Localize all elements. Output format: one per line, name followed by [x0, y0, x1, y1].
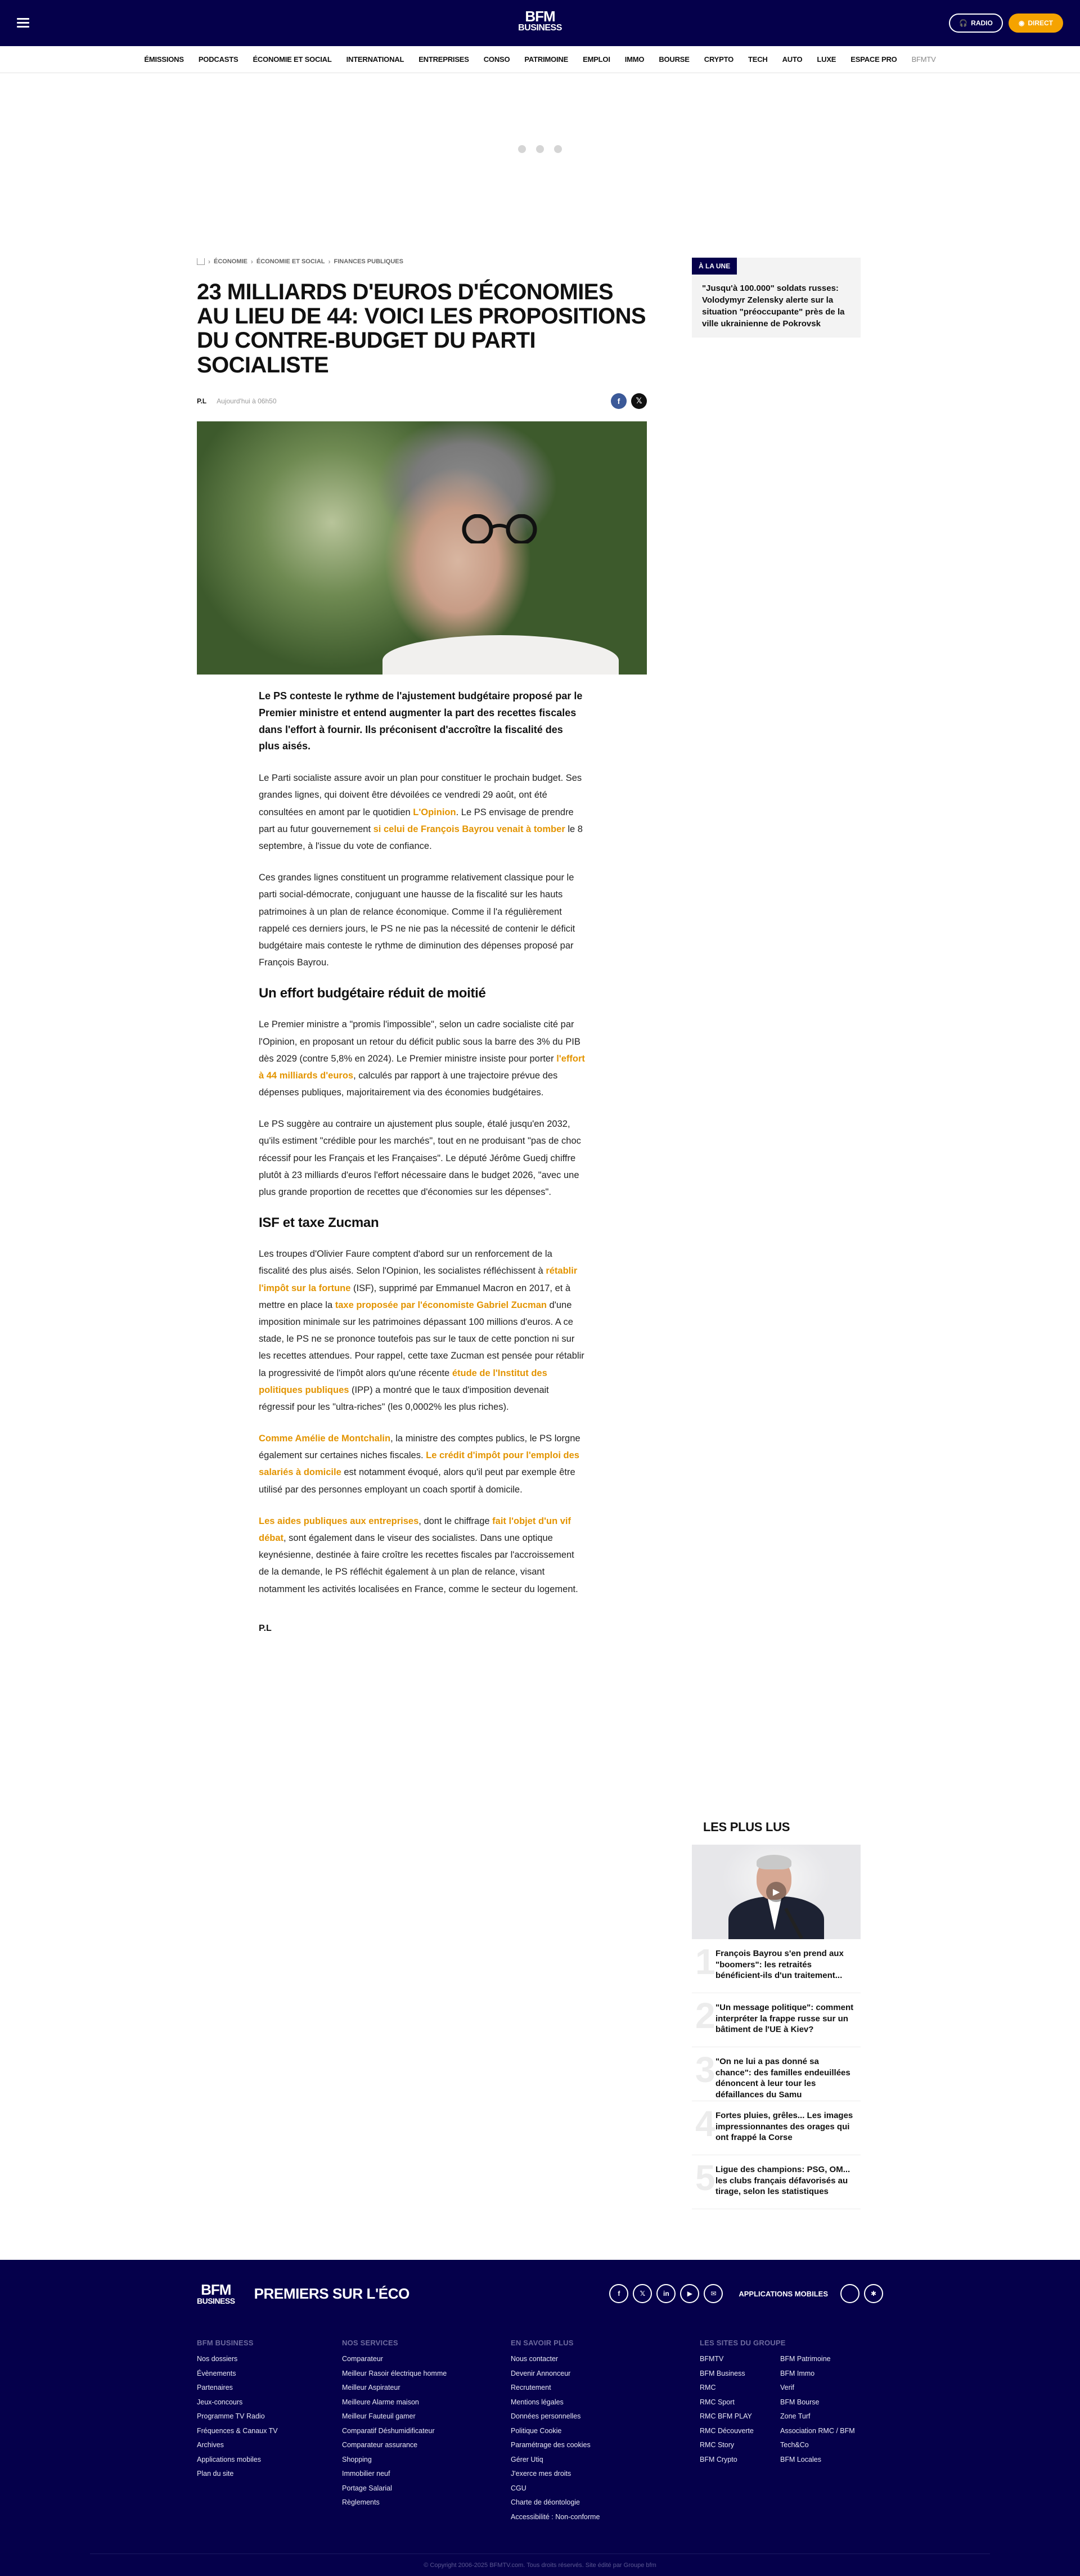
most-read-item[interactable] [692, 1939, 861, 1993]
footer-column-title: EN SAVOIR PLUS [511, 2339, 574, 2347]
section-heading: Un effort budgétaire réduit de moitié [259, 986, 486, 1001]
nav-item-bfmtv[interactable]: BFMTV [911, 55, 936, 64]
paragraph: Le Parti socialiste assure avoir un plan pour constituer le prochain budget. Ses grandes lignes, qui doivent être dévoilées ce vendredi 29 août, ont été consultées en amont par le quotidien L'Opinion. Le PS envisage de prendre part au futur gouvernement si celui de François Bayrou venait à tomber le 8 septembre, à l'issue du vote de confiance. [259, 773, 583, 851]
footer-link[interactable]: Association RMC / BFM [780, 2426, 855, 2435]
publish-date: Aujourd'hui à 06h50 [217, 397, 277, 405]
nav-item-patrimoine[interactable]: PATRIMOINE [524, 55, 569, 64]
a-la-une-title: "Jusqu'à 100.000" soldats russes: Volodymyr Zelensky alerte sur la situation "préoccupante" près de la ville ukrainienne de Pokrovsk [702, 284, 845, 329]
rank-number: 3 [695, 2049, 716, 2090]
author[interactable]: P.L [197, 397, 207, 405]
youtube-icon[interactable]: ▶ [680, 2284, 699, 2303]
breadcrumb-item[interactable]: ÉCONOMIE [214, 258, 248, 265]
footer-column [342, 2339, 511, 2527]
headphones-icon: 🎧 [959, 19, 968, 27]
rank-number: 5 [695, 2157, 716, 2198]
nav-item-podcasts[interactable]: PODCASTS [198, 55, 238, 64]
article-image [197, 421, 647, 675]
footer-link[interactable]: Politique Cookie [511, 2426, 562, 2435]
android-icon[interactable]: ✱ [864, 2284, 883, 2303]
nav-item-espace-pro[interactable]: ESPACE PRO [850, 55, 897, 64]
a-la-une-tag: À LA UNE [692, 258, 737, 275]
chevron-right-icon: › [208, 258, 210, 266]
footer-link[interactable]: Nos dossiers [197, 2355, 238, 2363]
most-read-title: François Bayrou s'en prend aux "boomers": les retraités bénéficient-ils d'un traitement... [716, 1949, 844, 1980]
loading-dot [554, 145, 562, 153]
footer-link[interactable]: Shopping [342, 2455, 372, 2463]
footer-link[interactable]: Verif [780, 2384, 795, 2391]
footer-column-title: LES SITES DU GROUPE [700, 2339, 786, 2347]
shirt-shape [382, 635, 619, 675]
footer-link[interactable]: Applications mobiles [197, 2455, 261, 2463]
nav-item-crypto[interactable]: CRYPTO [704, 55, 734, 64]
chevron-right-icon: › [250, 258, 253, 266]
loading-dot [536, 145, 544, 153]
x-icon[interactable]: 𝕏 [633, 2284, 652, 2303]
a-la-une-card[interactable] [692, 258, 861, 338]
apple-icon[interactable] [840, 2284, 860, 2303]
footer-link[interactable]: RMC Sport [700, 2398, 735, 2406]
paragraph: Les troupes d'Olivier Faure comptent d'abord sur un renforcement de la fiscalité des plus aisés. Selon l'Opinion, les socialistes réfléchissent à rétablir l'impôt sur la fortune (ISF), supprimé par Emmanuel Macron en 2017, et à mettre en place la taxe proposée par l'économiste Gabriel Zucman d'une imposition minimale sur les patrimoines dépassant 100 millions d'euros. A ce stade, le PS ne se prononce toutefois pas sur le taux de cette ponction ni sur les recettes attendues. Pour rappel, cette taxe Zucman est pensée pour rétablir la progressivité de l'impôt alors qu'une récente étude de l'Institut des politiques publiques (IPP) a montré que le taux d'imposition devenait régressif pour les "ultra-riches" (les 0,0002% les plus riches). [259, 1249, 584, 1412]
footer-link[interactable]: Zone Turf [780, 2412, 811, 2420]
footer-link[interactable]: RMC Découverte [700, 2426, 754, 2435]
footer-link[interactable]: J'exerce mes droits [511, 2470, 572, 2478]
link-effort[interactable]: l'effort à 44 milliards d'euros [259, 1053, 585, 1081]
link-montchalin[interactable]: Comme Amélie de Montchalin [259, 1433, 391, 1444]
article-body [259, 688, 585, 1634]
most-read-title: Ligue des champions: PSG, OM... les clubs français défavorisés au tirage, selon les statistiques [716, 2165, 850, 2196]
facebook-icon[interactable]: f [611, 393, 627, 409]
nav-item-bourse[interactable]: BOURSE [659, 55, 690, 64]
footer-link[interactable]: Accessibilité : Non-conforme [511, 2512, 600, 2521]
byline [197, 393, 647, 409]
footer-link[interactable]: Évènements [197, 2369, 236, 2377]
footer-link[interactable]: Données personnelles [511, 2412, 581, 2420]
paragraph: Comme Amélie de Montchalin, la ministre des comptes publics, le PS lorgne également sur certaines niches fiscales. Le crédit d'impôt pour l'emploi des salariés à domicile est notamment évoqué, alors qu'il peut par exemple être utilisé par des personnes employant un coach sportif à domicile. [259, 1433, 580, 1495]
live-icon: ◉ [1018, 19, 1025, 27]
rank-number: 4 [695, 2103, 716, 2144]
chevron-right-icon: › [328, 258, 331, 266]
article-lead: Le PS conteste le rythme de l'ajustement budgétaire proposé par le Premier ministre et entend augmenter la part des recettes fiscales dans l'effort à fournir. Ils préconisent d'accroître la fiscalité des plus aisés. [259, 690, 583, 752]
most-read-item[interactable] [692, 2155, 861, 2209]
link-debat[interactable]: fait l'objet d'un vif débat [259, 1516, 571, 1543]
nav-item-luxe[interactable]: LUXE [817, 55, 836, 64]
paragraph: Le Premier ministre a "promis l'impossible", selon un cadre socialiste cité par l'Opinion, en proposant un retour du déficit public sous la barre des 3% du PIB dès 2029 (contre 5,8% en 2024). Le Premier ministre insiste pour porter l'effort à 44 milliards d'euros, calculés par rapport à une trajectoire prévue des dépenses publiques, majoritairement via des économies budgétaires. [259, 1019, 585, 1098]
nav-item-entreprises[interactable]: ENTREPRISES [418, 55, 469, 64]
most-read-item[interactable] [692, 2101, 861, 2155]
footer-link[interactable]: Tech&Co [780, 2441, 809, 2449]
ad-placeholder [0, 73, 1080, 225]
most-read-image[interactable] [692, 1845, 861, 1939]
link-isf[interactable]: rétablir l'impôt sur la fortune [259, 1266, 578, 1293]
footer-link[interactable]: Comparateur [342, 2355, 383, 2363]
footer-link[interactable]: Recrutement [511, 2384, 551, 2391]
footer-link[interactable]: Meilleur Fauteuil gamer [342, 2412, 416, 2420]
footer-link[interactable]: Comparatif Déshumidificateur [342, 2426, 435, 2435]
paragraph: Le PS suggère au contraire un ajustement plus souple, étalé jusqu'en 2032, qu'ils estiment "crédible pour les marchés", tout en ne produisant "pas de choc récessif pour les Français et les Françaises". Le député Jérôme Guedj chiffre plutôt à 23 milliards d'euros l'effort nécessaire dans le budget 2026, "avec une plus grande proportion de recettes que d'économies sur les dépenses". [259, 1119, 581, 1197]
breadcrumb [197, 258, 647, 266]
link-lopinion[interactable]: L'Opinion [413, 807, 456, 817]
top-header [0, 0, 1080, 46]
radio-button[interactable]: 🎧 RADIO [949, 14, 1003, 33]
share-buttons [611, 393, 647, 409]
glasses-shape [458, 514, 543, 543]
most-read-title: "On ne lui a pas donné sa chance": des familles endeuillées dénoncent à leur tour les défaillances du Samu [716, 2057, 850, 2100]
direct-button[interactable]: ◉ DIRECT [1009, 14, 1063, 33]
section-heading: ISF et taxe Zucman [259, 1215, 379, 1231]
most-read [692, 1820, 861, 2209]
facebook-icon[interactable]: f [609, 2284, 628, 2303]
link-zucman[interactable]: taxe proposée par l'économiste Gabriel Zucman [335, 1300, 547, 1310]
loading-dot [518, 145, 526, 153]
footer-link[interactable]: BFMTV [700, 2355, 724, 2363]
nav-item--missions[interactable]: ÉMISSIONS [144, 55, 184, 64]
footer-link[interactable]: Gérer Utiq [511, 2455, 543, 2463]
copyright: © Copyright 2006-2025 BFMTV.com. Tous droits réservés. Site édité par Groupe bfm [90, 2553, 990, 2569]
footer-column-title: BFM BUSINESS [197, 2339, 254, 2347]
footer-link[interactable]: RMC [700, 2384, 716, 2391]
play-icon[interactable]: ▶ [766, 1882, 786, 1902]
footer-links [197, 2339, 883, 2527]
footer-link[interactable]: BFM Immo [780, 2369, 815, 2377]
footer [0, 2260, 1080, 2576]
nav-item-immo[interactable]: IMMO [624, 55, 645, 64]
linkedin-icon[interactable]: in [656, 2284, 676, 2303]
footer-column [197, 2339, 342, 2527]
footer-link[interactable]: BFM Patrimoine [780, 2355, 831, 2363]
home-icon[interactable] [197, 258, 205, 265]
nav-item-international[interactable]: INTERNATIONAL [346, 55, 404, 64]
footer-column [511, 2339, 700, 2527]
nav-item--conomie-et-social[interactable]: ÉCONOMIE ET SOCIAL [253, 55, 332, 64]
footer-link[interactable]: Comparateur assurance [342, 2441, 418, 2449]
footer-link[interactable]: Mentions légales [511, 2398, 564, 2406]
email-icon[interactable]: ✉ [704, 2284, 723, 2303]
hair-shape [757, 1855, 791, 1869]
nav-item-emploi[interactable]: EMPLOI [583, 55, 610, 64]
footer-link[interactable]: BFM Locales [780, 2455, 821, 2463]
signature: P.L [259, 1623, 272, 1633]
footer-link[interactable]: Portage Salarial [342, 2484, 392, 2492]
article-column [197, 258, 647, 1634]
breadcrumb-item[interactable]: ÉCONOMIE ET SOCIAL [256, 258, 325, 265]
footer-logo[interactable]: BFM BUSINESS [197, 2281, 235, 2305]
footer-link[interactable]: Paramétrage des cookies [511, 2441, 591, 2449]
footer-link[interactable]: Règlements [342, 2498, 380, 2506]
link-credit-impot[interactable]: Le crédit d'impôt pour l'emploi des salariés à domicile [259, 1450, 579, 1478]
footer-link[interactable]: RMC BFM PLAY [700, 2412, 752, 2420]
sidebar [692, 258, 861, 338]
most-read-item[interactable] [692, 2047, 861, 2101]
article-title: 23 MILLIARDS D'EUROS D'ÉCONOMIES AU LIEU DE 44: VOICI LES PROPOSITIONS DU CONTRE-BUDGET DU PARTI SOCIALISTE [197, 280, 646, 377]
most-read-title: LES PLUS LUS [703, 1820, 790, 1834]
mobile-apps-label: APPLICATIONS MOBILES [739, 2289, 828, 2298]
footer-link[interactable]: Partenaires [197, 2384, 233, 2391]
site-logo[interactable]: BFM BUSINESS [518, 8, 562, 33]
link-ipp[interactable]: étude de l'Institut des politiques publiques [259, 1368, 547, 1395]
footer-link[interactable]: CGU [511, 2484, 526, 2492]
footer-link[interactable]: Plan du site [197, 2470, 234, 2478]
footer-link[interactable]: Nous contacter [511, 2355, 559, 2363]
footer-link[interactable]: BFM Bourse [780, 2398, 820, 2406]
footer-link[interactable]: RMC Story [700, 2441, 735, 2449]
footer-link[interactable]: Archives [197, 2441, 224, 2449]
footer-link[interactable]: Meilleur Aspirateur [342, 2384, 400, 2391]
page-body [0, 225, 1080, 2301]
paragraph: Ces grandes lignes constituent un programme relativement classique pour le parti social-démocrate, conjuguant une hausse de la fiscalité sur les hauts patrimoines à un plan de relance économique. Comme il l'a régulièrement rappelé ces derniers jours, le PS ne nie pas la nécessité de contenir le déficit budgétaire mais conteste le rythme de diminution des dépenses proposé par François Bayrou. [259, 873, 575, 968]
link-bayrou[interactable]: si celui de François Bayrou venait à tomber [373, 824, 565, 834]
footer-link[interactable]: Devenir Annonceur [511, 2369, 571, 2377]
main-nav [0, 46, 1080, 73]
rank-number: 1 [695, 1941, 716, 1982]
most-read-title: "Un message politique": comment interpréter la frappe russe sur un bâtiment de l'UE à Kiev? [716, 2003, 854, 2034]
rank-number: 2 [695, 1995, 716, 2036]
most-read-item[interactable] [692, 1993, 861, 2047]
footer-link[interactable]: Programme TV Radio [197, 2412, 265, 2420]
x-icon[interactable]: 𝕏 [631, 393, 647, 409]
menu-icon[interactable] [17, 18, 29, 28]
footer-link[interactable]: BFM Crypto [700, 2455, 737, 2463]
footer-column-title: NOS SERVICES [342, 2339, 398, 2347]
footer-link[interactable]: Jeux-concours [197, 2398, 243, 2406]
nav-item-conso[interactable]: CONSO [483, 55, 510, 64]
most-read-list [692, 1939, 861, 2209]
footer-link[interactable]: BFM Business [700, 2369, 745, 2377]
breadcrumb-item[interactable]: FINANCES PUBLIQUES [334, 258, 403, 265]
nav-item-auto[interactable]: AUTO [782, 55, 803, 64]
footer-link[interactable]: Meilleure Alarme maison [342, 2398, 419, 2406]
footer-column [700, 2339, 883, 2527]
paragraph: Les aides publiques aux entreprises, dont le chiffrage fait l'objet d'un vif débat, sont également dans le viseur des socialistes. Dans une optique keynésienne, destinée à faire croître les recettes fiscales par l'accroissement de la demande, le PS réfléchit également à un plan de relance, visant notamment les activités localisées en France, comme le secteur du logement. [259, 1516, 578, 1594]
footer-link[interactable]: Fréquences & Canaux TV [197, 2426, 278, 2435]
most-read-title: Fortes pluies, grêles... Les images impressionnantes des orages qui ont frappé la Corse [716, 2111, 853, 2142]
footer-link[interactable]: Charte de déontologie [511, 2498, 580, 2506]
nav-item-tech[interactable]: TECH [748, 55, 768, 64]
link-aides-publiques[interactable]: Les aides publiques aux entreprises [259, 1516, 419, 1526]
footer-link[interactable]: Meilleur Rasoir électrique homme [342, 2369, 447, 2377]
footer-slogan: PREMIERS SUR L'ÉCO [254, 2285, 410, 2302]
footer-link[interactable]: Immobilier neuf [342, 2470, 390, 2478]
